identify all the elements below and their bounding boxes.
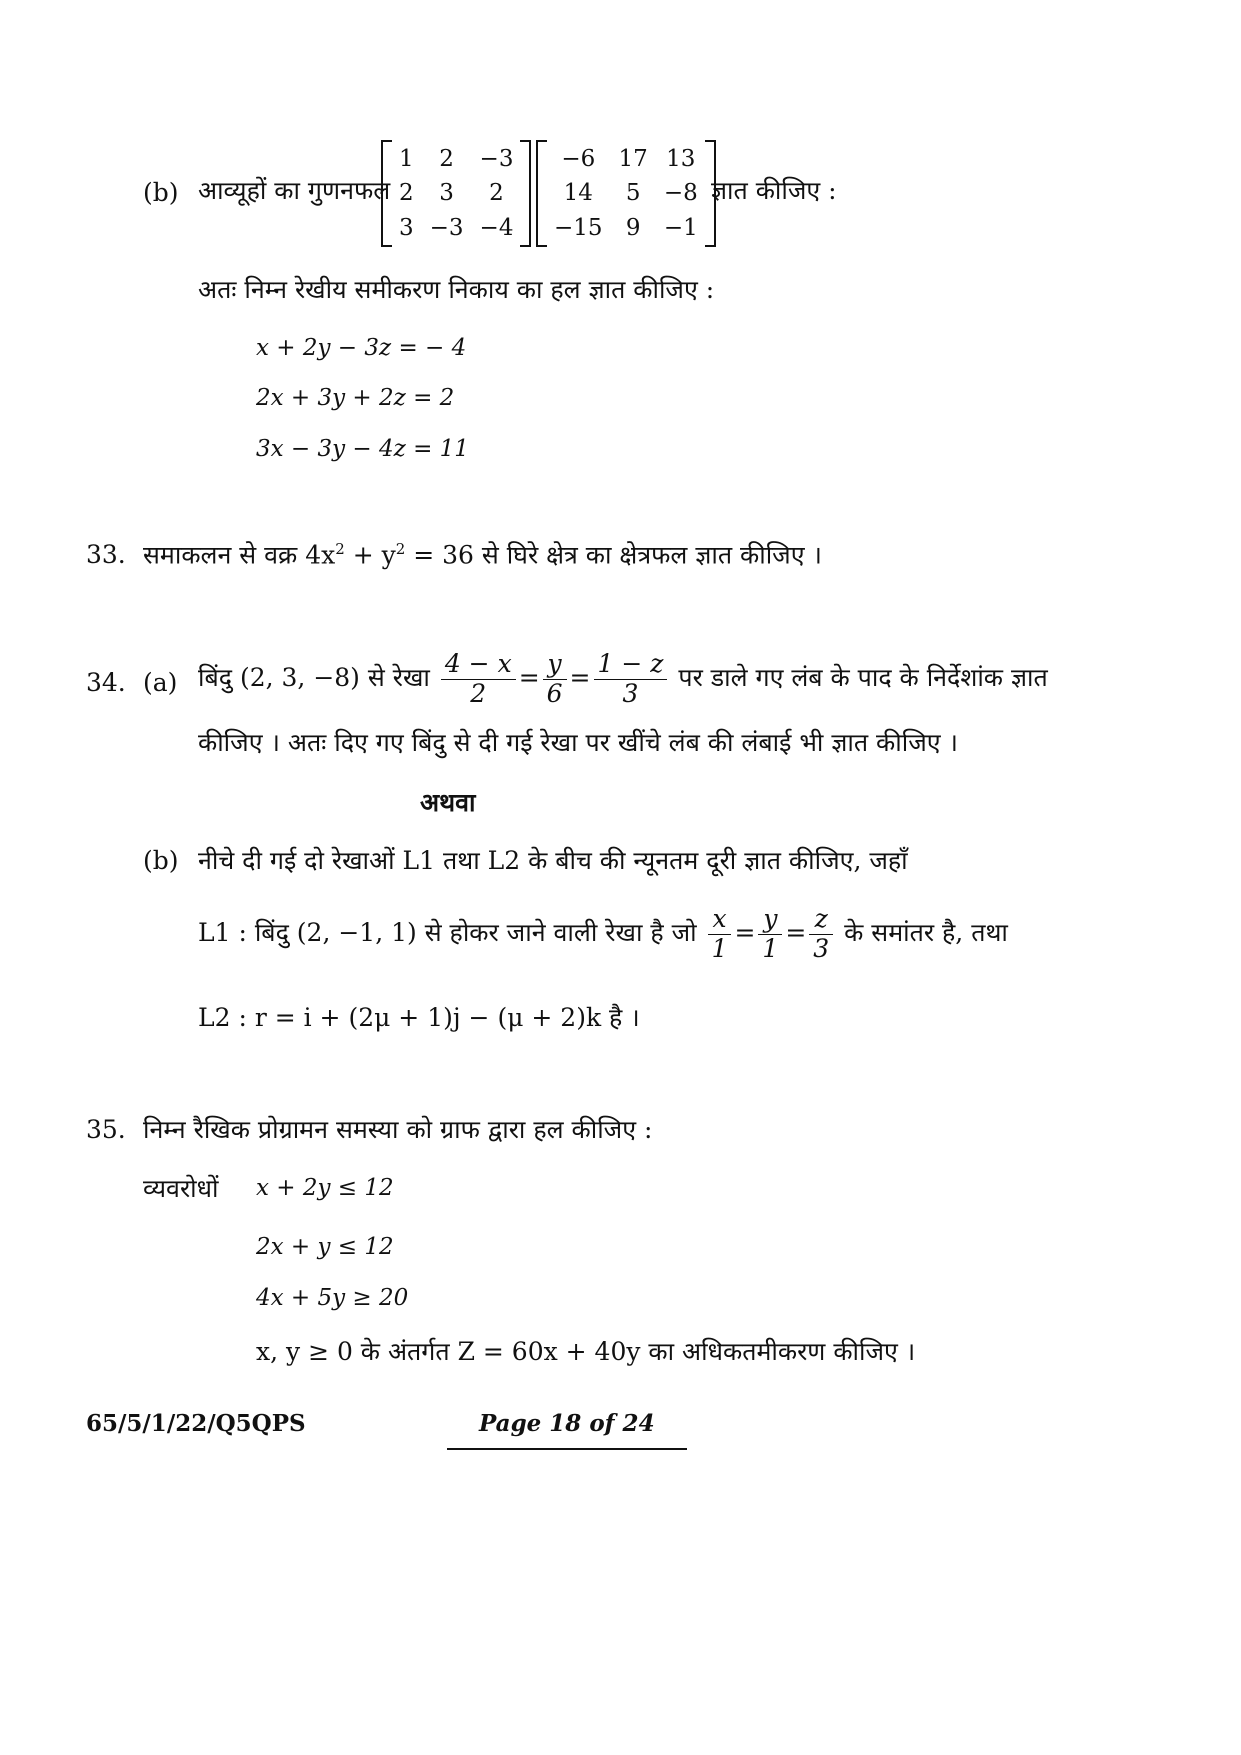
matrix-b-row bbox=[546, 211, 706, 245]
q33-text-after: = 36 से घिरे क्षेत्र का क्षेत्रफल ज्ञात कीजिए । bbox=[405, 540, 822, 570]
q34a-label: (a) bbox=[143, 668, 178, 697]
matrix-b-cell: −15 bbox=[554, 214, 603, 241]
matrix-b-cell: 9 bbox=[625, 214, 641, 241]
fraction-1-num: 4 − x bbox=[441, 650, 516, 680]
equation-3: 3x − 3y − 4z = 11 bbox=[256, 436, 469, 462]
q34a-pre: बिंदु (2, 3, −8) से रेखा bbox=[198, 662, 430, 692]
q34b-L1-pre: L1 : बिंदु (2, −1, 1) से होकर जाने वाली रेखा है जो bbox=[198, 917, 697, 947]
matrix-a-cell: 1 bbox=[399, 146, 414, 172]
q34b-line1: नीचे दी गई दो रेखाओं L1 तथा L2 के बीच की न्यूनतम दूरी ज्ञात कीजिए, जहाँ bbox=[198, 846, 908, 875]
matrix-a-cell: −4 bbox=[479, 214, 514, 241]
q32b-text-before: आव्यूहों का गुणनफल bbox=[198, 176, 391, 205]
fraction-4-num: x bbox=[708, 905, 732, 935]
q35-objective: x, y ≥ 0 के अंतर्गत Z = 60x + 40y का अधिकतमीकरण कीजिए । bbox=[256, 1337, 916, 1366]
paper-code: 65/5/1/22/Q5QPS bbox=[86, 1410, 306, 1437]
matrix-b-cell: 17 bbox=[618, 146, 648, 172]
matrix-b-row bbox=[546, 176, 706, 210]
matrix-a-cell: 2 bbox=[439, 146, 454, 172]
fraction-3 bbox=[594, 650, 668, 709]
matrix-b-cell: −6 bbox=[561, 146, 596, 172]
fraction-6-den: 3 bbox=[813, 933, 830, 963]
q35-number: 35. bbox=[86, 1115, 126, 1144]
q33-number: 33. bbox=[86, 540, 126, 569]
constraints-label: व्यवरोधों bbox=[143, 1174, 219, 1203]
q33-text bbox=[143, 540, 822, 570]
matrix-a-row bbox=[391, 142, 521, 176]
q35-text: निम्न रैखिक प्रोग्रामन समस्या को ग्राफ द्वारा हल कीजिए : bbox=[143, 1115, 653, 1144]
fraction-1-den: 2 bbox=[470, 678, 487, 708]
equation-2: 2x + 3y + 2z = 2 bbox=[256, 385, 455, 411]
matrix-b-cell: 5 bbox=[625, 180, 641, 207]
q33-sup-1: 2 bbox=[335, 540, 345, 558]
q34b-L1-post: के समांतर है, तथा bbox=[844, 917, 1008, 947]
constraint-3: 4x + 5y ≥ 20 bbox=[256, 1285, 409, 1311]
matrix-b-row bbox=[546, 142, 706, 176]
or-heading: अथवा bbox=[420, 788, 476, 817]
q32b-label: (b) bbox=[143, 178, 179, 207]
q34b-label: (b) bbox=[143, 846, 179, 875]
matrix-a bbox=[381, 140, 531, 247]
q33-sup-2: 2 bbox=[395, 540, 406, 558]
matrix-b-cell: 14 bbox=[563, 180, 593, 207]
matrix-a-cell: 3 bbox=[439, 180, 454, 207]
equation-1: x + 2y − 3z = − 4 bbox=[256, 335, 467, 361]
fraction-2-den: 6 bbox=[546, 678, 563, 708]
matrix-a-row bbox=[391, 176, 521, 210]
q34b-L1: L1 : बिंदु (2, −1, 1) से होकर जाने वाली रेखा है जो $\frac{x}{1}$ = $\frac{y}{1}$ = $\frac{z}{3}$ के समांतर है, तथा bbox=[198, 904, 1008, 963]
q33-text-before: समाकलन से वक्र 4x bbox=[143, 540, 336, 570]
matrix-b-cell: −1 bbox=[663, 214, 698, 241]
fraction-4-den: 1 bbox=[711, 933, 728, 963]
fraction-3-num: 1 − z bbox=[594, 650, 668, 680]
fraction-3-den: 3 bbox=[622, 678, 639, 708]
q34a-post: पर डाले गए लंब के पाद के निर्देशांक ज्ञात bbox=[678, 662, 1048, 692]
matrix-a-row bbox=[391, 211, 521, 245]
q33-mid: + y bbox=[344, 540, 396, 570]
fraction-2-num: y bbox=[543, 650, 567, 680]
constraint-1: x + 2y ≤ 12 bbox=[256, 1175, 394, 1201]
q34a-line2: कीजिए । अतः दिए गए बिंदु से दी गई रेखा पर खींचे लंब की लंबाई भी ज्ञात कीजिए । bbox=[198, 728, 958, 757]
matrix-a-cell: 2 bbox=[489, 180, 504, 207]
fraction-1 bbox=[441, 650, 516, 709]
matrix-a-cell: 2 bbox=[399, 180, 414, 207]
fraction-5-num: y bbox=[758, 905, 782, 935]
constraint-2: 2x + y ≤ 12 bbox=[256, 1234, 394, 1260]
fraction-6-num: z bbox=[809, 905, 833, 935]
matrix-a-cell: 3 bbox=[399, 214, 414, 241]
q34-number: 34. bbox=[86, 668, 126, 697]
q32b-hence: अतः निम्न रेखीय समीकरण निकाय का हल ज्ञात कीजिए : bbox=[198, 275, 715, 304]
fraction-5 bbox=[758, 905, 782, 964]
matrix-b-cell: 13 bbox=[666, 146, 696, 172]
matrix-b-cell: −8 bbox=[663, 180, 698, 207]
page-number: Page 18 of 24 bbox=[447, 1410, 687, 1450]
q32b-text-after: ज्ञात कीजिए : bbox=[711, 176, 837, 205]
fraction-2 bbox=[543, 650, 567, 709]
fraction-6 bbox=[809, 905, 833, 964]
q34b-L2: L2 : r = i + (2μ + 1)j − (μ + 2)k है । bbox=[198, 1003, 640, 1032]
matrix-a-cell: −3 bbox=[479, 146, 514, 172]
fraction-5-den: 1 bbox=[762, 933, 779, 963]
matrix-a-cell: −3 bbox=[429, 214, 464, 241]
fraction-4 bbox=[708, 905, 732, 964]
matrix-b bbox=[536, 140, 716, 247]
q34a-line1: बिंदु (2, 3, −8) से रेखा $\frac{4 - x}{2}$ = $\frac{y}{6}$ = $\frac{1 - z}{3}$ पर डाले गए लंब के पाद के निर्देशांक ज्ञात bbox=[198, 649, 1048, 708]
